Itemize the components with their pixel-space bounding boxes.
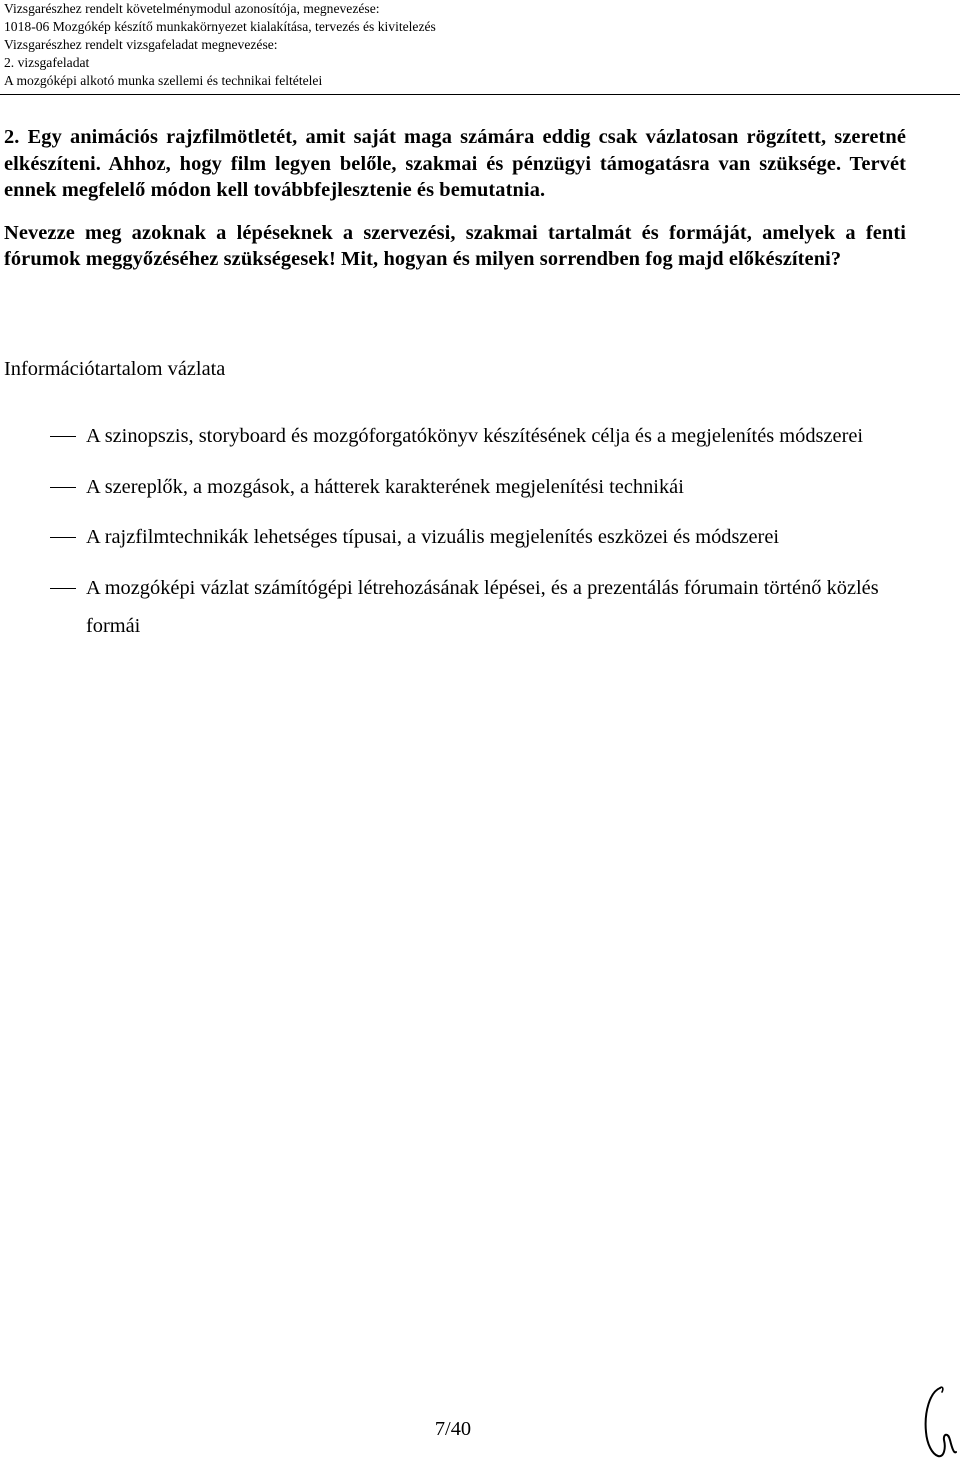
list-item — [50, 569, 910, 646]
header-divider — [0, 94, 960, 95]
header-line-module-name: 1018-06 Mozgókép készítő munkakörnyezet kialakítása, tervezés és kivitelezés — [4, 19, 436, 34]
list-item-text: A szinopszis, storyboard és mozgóforgatókönyv készítésének célja és a megjelenítés módszerei — [86, 425, 864, 447]
header-line-task-label: Vizsgarészhez rendelt vizsgafeladat megnevezése: — [4, 37, 278, 52]
list-item — [50, 417, 910, 456]
header-line-task-name: A mozgóképi alkotó munka szellemi és technikai feltételei — [4, 73, 323, 88]
list-item-text: A szereplők, a mozgások, a hátterek karakterének megjelenítési technikái — [86, 475, 684, 498]
task-paragraph: 2. Egy animációs rajzfilmötletét, amit saját maga számára eddig csak vázlatosan rögzített, szeretné elkészíteni. Ahhoz, hogy film legyen belőle, szakmai és pénzügyi támogatásra van szüksége. Tervét ennek megfelelő módon kell továbbfejlesztenie és bemutatnia. — [4, 126, 906, 201]
dash-bullet-icon — [50, 436, 76, 437]
list-item — [50, 518, 910, 557]
dash-bullet-icon — [50, 487, 76, 488]
signature-icon — [918, 1382, 958, 1462]
page-header — [4, 0, 954, 90]
list-item-text: A mozgóképi vázlat számítógépi létrehozásának lépései, és a prezentálás fórumain történő közlés formái — [86, 576, 879, 637]
task-description — [4, 124, 906, 273]
header-line-module-label: Vizsgarészhez rendelt követelménymodul azonosítója, megnevezése: — [4, 1, 380, 16]
dash-bullet-icon — [50, 537, 76, 538]
list-item-text: A rajzfilmtechnikák lehetséges típusai, a vizuális megjelenítés eszközei és módszerei — [86, 526, 780, 548]
list-item — [50, 468, 910, 507]
outline-list — [50, 417, 910, 658]
task-paragraph: Nevezze meg azoknak a lépéseknek a szervezési, szakmai tartalmát és formáját, amelyek a fenti fórumok meggyőzéséhez szükségesek! Mit, hogyan és milyen sorrendben fog majd előkészíteni? — [4, 221, 906, 270]
page-number: 7/40 — [434, 1418, 472, 1440]
dash-bullet-icon — [50, 588, 76, 589]
outline-title: Információtartalom vázlata — [4, 358, 226, 380]
header-line-task-number: 2. vizsgafeladat — [4, 55, 90, 70]
